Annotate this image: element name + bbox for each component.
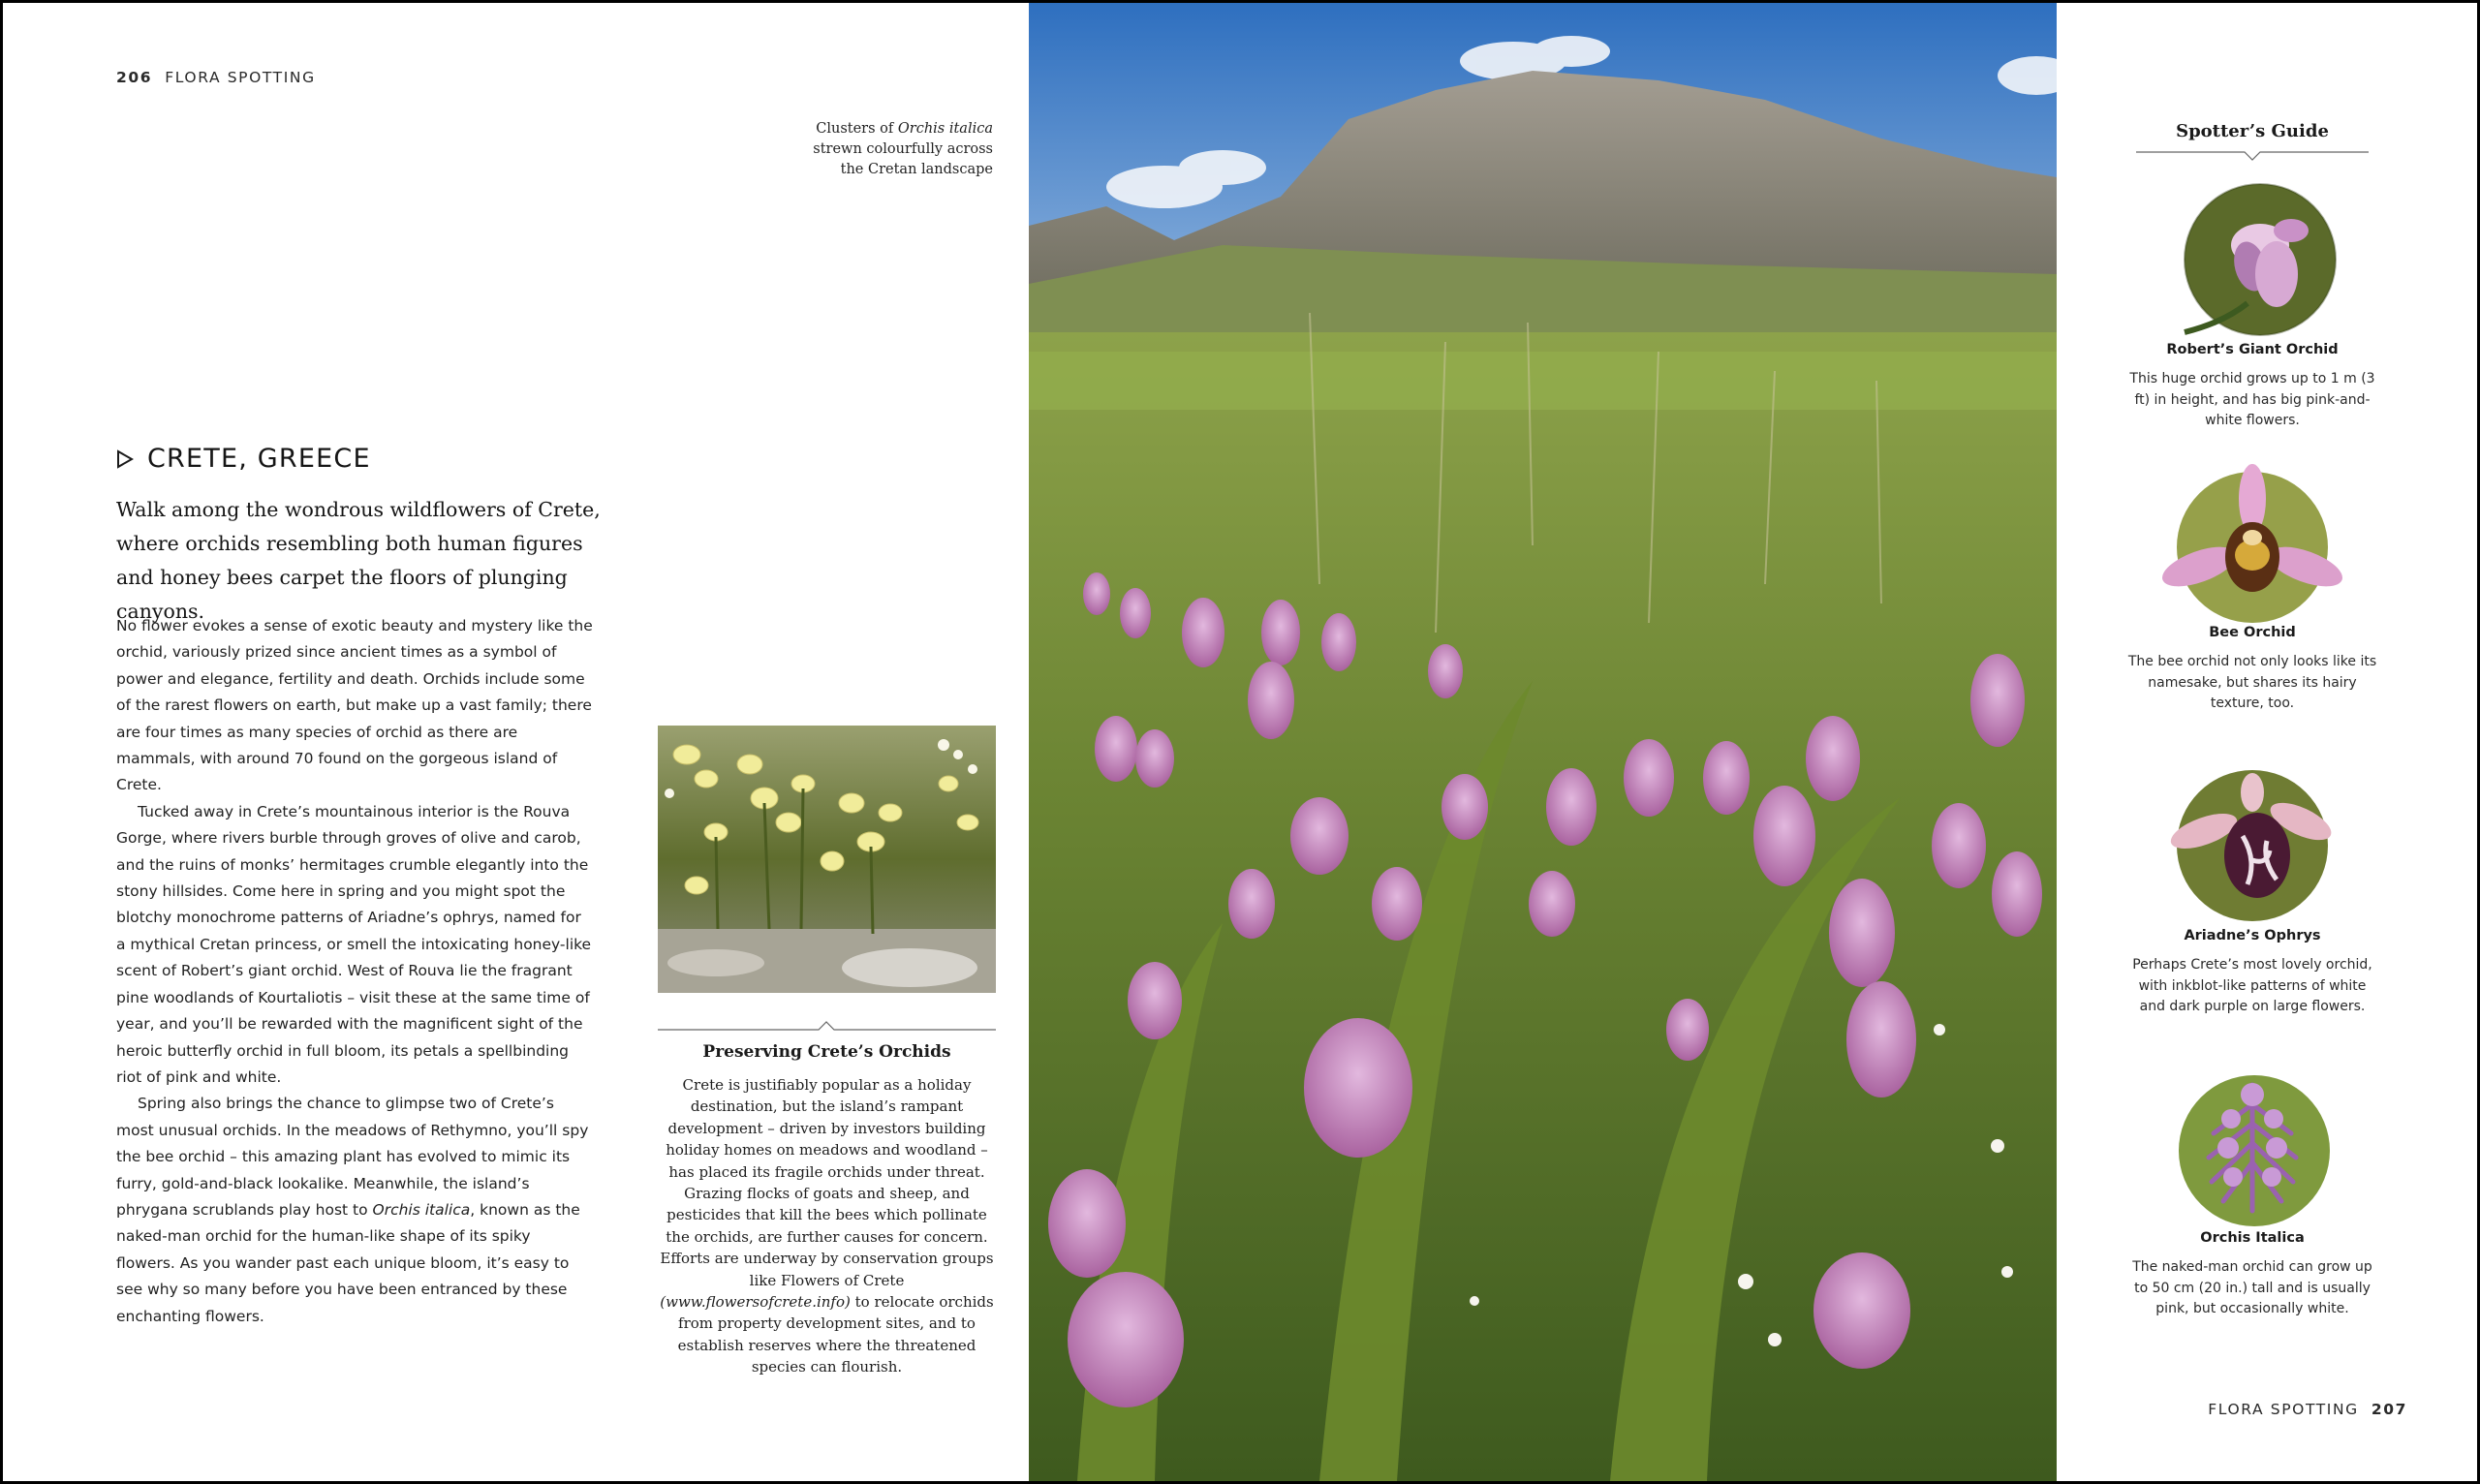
sidebar-text: Crete is justifiably popular as a holiday destination, but the island’s rampant development – driven by investors building holiday homes on meadows and woodland – has placed its fragile orchids under threat. Grazing flocks of goats and sheep, and pesticides that kill the bees which pollinate the orchids, are further causes for concern. Efforts are underway by conservation groups like Flowers of Crete (www.flowersofcrete.info) to relocate orchids from property development sites, and to establish reserves where the threatened species can flourish. bbox=[660, 1076, 994, 1376]
spotters-guide-title: Spotter’s Guide bbox=[2176, 121, 2329, 141]
body-paragraph: No flower evokes a sense of exotic beauty and mystery like the orchid, variously prized since ancient times as a symbol of power and elegance, fertility and death. Orchids include some of the rarest flowers on earth, but make up a vast family; there are four times as many species of orchid as there are mammals, with around 70 found on the gorgeous island of Crete. bbox=[116, 617, 593, 794]
guide-item-ariadnes-ophrys bbox=[2126, 763, 2378, 1018]
right-page-number: 207 bbox=[2371, 1401, 2407, 1418]
left-page-number: 206 bbox=[116, 69, 153, 86]
guide-item-description: Perhaps Crete’s most lovely orchid, with inkblot-like patterns of white and dark purple on large flowers. bbox=[2132, 957, 2372, 1014]
guide-item-roberts-giant-orchid bbox=[2126, 177, 2378, 432]
inset-photo-yellow-orchids bbox=[658, 726, 996, 993]
guide-item-name: Bee Orchid bbox=[2209, 625, 2296, 640]
roberts-giant-orchid-thumbnail bbox=[2155, 177, 2349, 342]
triangle-marker-icon bbox=[116, 449, 134, 469]
guide-item-bee-orchid bbox=[2126, 460, 2378, 715]
guide-item-name: Orchis Italica bbox=[2200, 1230, 2305, 1246]
left-running-head bbox=[116, 69, 316, 86]
body-text bbox=[116, 613, 593, 1330]
body-paragraph: Tucked away in Crete’s mountainous interior is the Rouva Gorge, where rivers burble through groves of olive and carob, and the ruins of monks’ hermitages crumble elegantly into the stony hillsides. Come here in spring and you might spot the blotchy monochrome patterns of Ariadne’s ophrys, named for a mythical Cretan princess, or smell the intoxicating honey-like scent of Robert’s giant orchid. West of Rouva lie the fragrant pine woodlands of Kourtaliotis – visit these at the same time of year, and you’ll be rewarded with the magnificent sight of the heroic butterfly orchid in full bloom, its petals a spellbinding riot of pink and white. bbox=[116, 802, 592, 1086]
orchis-italica-thumbnail bbox=[2155, 1066, 2349, 1230]
body-paragraph: Spring also brings the chance to glimpse two of Crete’s most unusual orchids. In the meadows of Rethymno, you’ll spy the bee orchid – this amazing plant has evolved to mimic its furry, gold-and-black lookalike. Meanwhile, the island’s phrygana scrublands play host to Orchis italica, known as the naked-man orchid for the human-like shape of its spiky flowers. As you wander past each unique bloom, it’s easy to see why so many before you have been entranced by these enchanting flowers. bbox=[116, 1095, 589, 1325]
section-heading bbox=[116, 444, 371, 474]
guide-item-description: The naked-man orchid can grow up to 50 cm (20 in.) tall and is usually pink, but occasionally white. bbox=[2132, 1259, 2372, 1316]
website-text: (www.flowersofcrete.info) bbox=[660, 1293, 851, 1312]
sidebar-title: Preserving Crete’s Orchids bbox=[702, 1042, 951, 1062]
guide-item-description: This huge orchid grows up to 1 m (3 ft) in height, and has big pink-and-white flowers. bbox=[2129, 371, 2375, 428]
sidebar-rule bbox=[658, 1019, 996, 1031]
book-spread bbox=[3, 3, 2477, 1481]
standfirst: Walk among the wondrous wildflowers of Crete, where orchids resembling both human figures and honey bees carpet the floors of plunging canyons. bbox=[116, 498, 601, 623]
section-title: CRETE, GREECE bbox=[147, 444, 371, 474]
guide-item-name: Robert’s Giant Orchid bbox=[2166, 342, 2339, 357]
main-photo-caption: Clusters of Orchis italica strewn colourfully across the Cretan landscape bbox=[813, 121, 993, 177]
guide-item-orchis-italica bbox=[2126, 1066, 2378, 1320]
bee-orchid-thumbnail bbox=[2155, 460, 2349, 625]
caption-italic: Orchis italica bbox=[897, 121, 993, 137]
main-photo-cretan-landscape bbox=[1029, 3, 2057, 1481]
right-running-head bbox=[2208, 1401, 2407, 1418]
guide-rule bbox=[2136, 150, 2369, 164]
guide-item-description: The bee orchid not only looks like its namesake, but shares its hairy texture, too. bbox=[2127, 654, 2377, 711]
left-running-head-text: FLORA SPOTTING bbox=[165, 69, 316, 86]
guide-item-name: Ariadne’s Ophrys bbox=[2184, 928, 2321, 943]
ariadnes-ophrys-thumbnail bbox=[2155, 763, 2349, 928]
right-running-head-text: FLORA SPOTTING bbox=[2208, 1401, 2359, 1418]
